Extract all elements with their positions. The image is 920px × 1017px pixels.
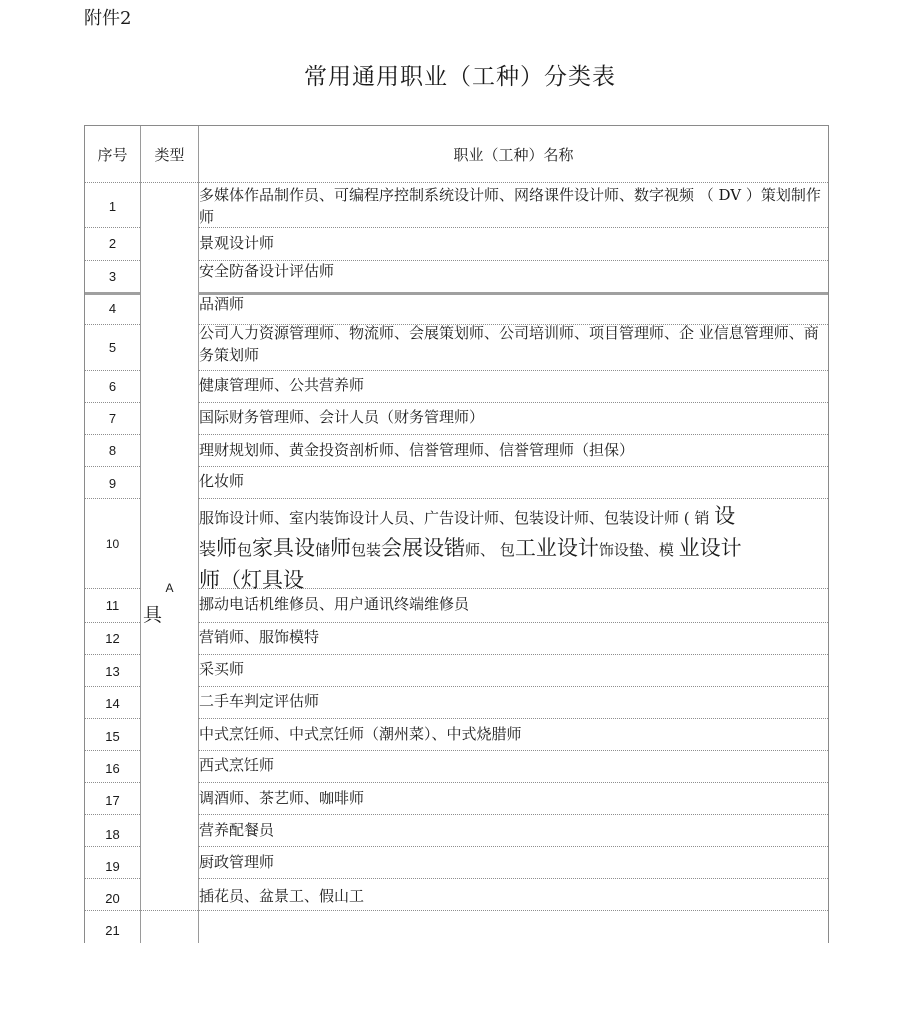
row-divider <box>198 782 828 783</box>
occupation-name-row-10 <box>199 501 821 597</box>
row-divider <box>85 227 140 228</box>
name-part: 饰设蛰、模 <box>598 541 679 559</box>
occupation-name: 营养配餐员 <box>199 821 275 839</box>
row-divider <box>198 846 828 847</box>
occupation-name: 品酒师 <box>199 295 245 313</box>
row-number: 8 <box>108 443 117 458</box>
row-number: 13 <box>105 664 120 679</box>
name-part: 设 <box>714 504 736 528</box>
row-divider <box>85 434 140 435</box>
column-divider <box>140 126 141 943</box>
attachment-label: 附件2 <box>84 8 132 29</box>
row-number: 15 <box>105 729 120 744</box>
row-divider <box>85 260 140 261</box>
row-divider <box>85 622 140 623</box>
row-divider <box>198 654 828 655</box>
row-divider <box>85 846 140 847</box>
name-part: 工业设计 <box>514 536 599 560</box>
row-divider <box>85 878 140 879</box>
row-number: 1 <box>108 199 117 214</box>
name-part: 储 <box>315 541 331 559</box>
row-number: 4 <box>108 301 117 316</box>
occupation-name: 安全防备设计评估师 <box>199 262 335 280</box>
row-divider <box>85 498 140 499</box>
row-number: 6 <box>108 379 117 394</box>
row-divider <box>85 782 140 783</box>
row-divider <box>198 686 828 687</box>
row-number: 2 <box>108 236 117 251</box>
name-part: 师、 包 <box>465 541 515 559</box>
name-part: 包 <box>237 541 253 559</box>
row-divider <box>198 498 828 499</box>
occupation-name: 采买师 <box>199 660 245 678</box>
name-part: 包装 <box>351 541 382 559</box>
name-part: 师 <box>216 536 237 560</box>
row-number: 14 <box>105 696 120 711</box>
row-divider <box>85 402 140 403</box>
row-number: 12 <box>105 631 120 646</box>
row-divider <box>85 466 140 467</box>
name-part: 家具设 <box>252 536 316 560</box>
name-part: 服饰设计师、室内装饰设计人员、广告设计师、包装设计师、包装设计师 ( 销 <box>199 509 715 527</box>
row-divider <box>85 654 140 655</box>
header-index: 序号 <box>97 145 128 164</box>
row-number: 17 <box>105 793 120 808</box>
row-divider <box>198 466 828 467</box>
row-divider <box>198 370 828 371</box>
name-part: 装 <box>199 540 216 560</box>
row-divider <box>85 814 140 815</box>
occupation-name: 理财规划师、黄金投资剖析师、信誉管理师、信誉管理师（担保） <box>199 441 635 459</box>
occupation-name: 中式烹饪师、中式烹饪师（潮州菜）、中式烧腊师 <box>199 725 522 743</box>
row-divider <box>85 324 140 325</box>
row-number: 3 <box>108 269 117 284</box>
occupation-name: 挪动电话机维修员、用户通讯终端维修员 <box>199 595 470 613</box>
name-part: 会展设锴 <box>381 536 466 560</box>
row-divider <box>85 292 140 295</box>
occupation-name: 二手车判定评估师 <box>199 692 320 710</box>
row-divider <box>85 718 140 719</box>
row-divider <box>198 750 828 751</box>
row-number: 16 <box>105 761 120 776</box>
occupation-name: 西式烹饪师 <box>199 756 275 774</box>
row-divider <box>85 686 140 687</box>
row-number: 9 <box>108 476 117 491</box>
occupation-name: 多媒体作品制作员、可编程序控制系统设计师、网络课件设计师、数字视频 （ DV ）策划制作师 <box>199 186 821 226</box>
name-part: 业设计 <box>678 536 742 560</box>
occupation-name: 调酒师、茶艺师、咖啡师 <box>199 789 365 807</box>
occupation-table <box>84 125 829 943</box>
row-number: 11 <box>105 598 120 613</box>
row-number: 20 <box>105 891 120 906</box>
occupation-name: 景观设计师 <box>199 234 275 252</box>
row-number: 10 <box>105 537 120 551</box>
type-label-a: A <box>165 581 174 595</box>
occupation-name: 插花员、盆景工、假山工 <box>199 887 365 905</box>
name-part: 师 <box>330 536 352 560</box>
name-part: 师（灯具设 <box>199 568 304 592</box>
row-divider <box>198 814 828 815</box>
row-number: 21 <box>105 923 120 938</box>
row-divider <box>198 622 828 623</box>
occupation-name: 厨政管理师 <box>199 853 275 871</box>
row-divider <box>198 434 828 435</box>
occupation-name: 营销师、服饰模特 <box>199 628 320 646</box>
header-type: 类型 <box>154 145 185 164</box>
row-divider <box>85 182 828 183</box>
occupation-name: 化妆师 <box>199 472 245 490</box>
row-number: 5 <box>108 340 117 355</box>
row-number: 18 <box>105 827 120 842</box>
header-name: 职业（工种）名称 <box>453 145 574 164</box>
occupation-name: 公司人力资源管理师、物流师、会展策划师、公司培训师、项目管理师、企 业信息管理师、商务策划师 <box>199 324 819 364</box>
row-divider <box>85 588 140 589</box>
occupation-name: 国际财务管理师、会计人员（财务管理师） <box>199 408 485 426</box>
row-number: 7 <box>108 411 117 426</box>
row-number: 19 <box>105 859 120 874</box>
row-divider <box>198 718 828 719</box>
page-title: 常用通用职业（工种）分类表 <box>304 64 616 90</box>
row-divider <box>198 402 828 403</box>
row-divider <box>85 370 140 371</box>
row-divider <box>85 750 140 751</box>
row-divider <box>85 910 828 911</box>
type-label-tool: 具 <box>143 604 163 626</box>
occupation-name: 健康管理师、公共营养师 <box>199 376 365 394</box>
row-divider <box>198 878 828 879</box>
